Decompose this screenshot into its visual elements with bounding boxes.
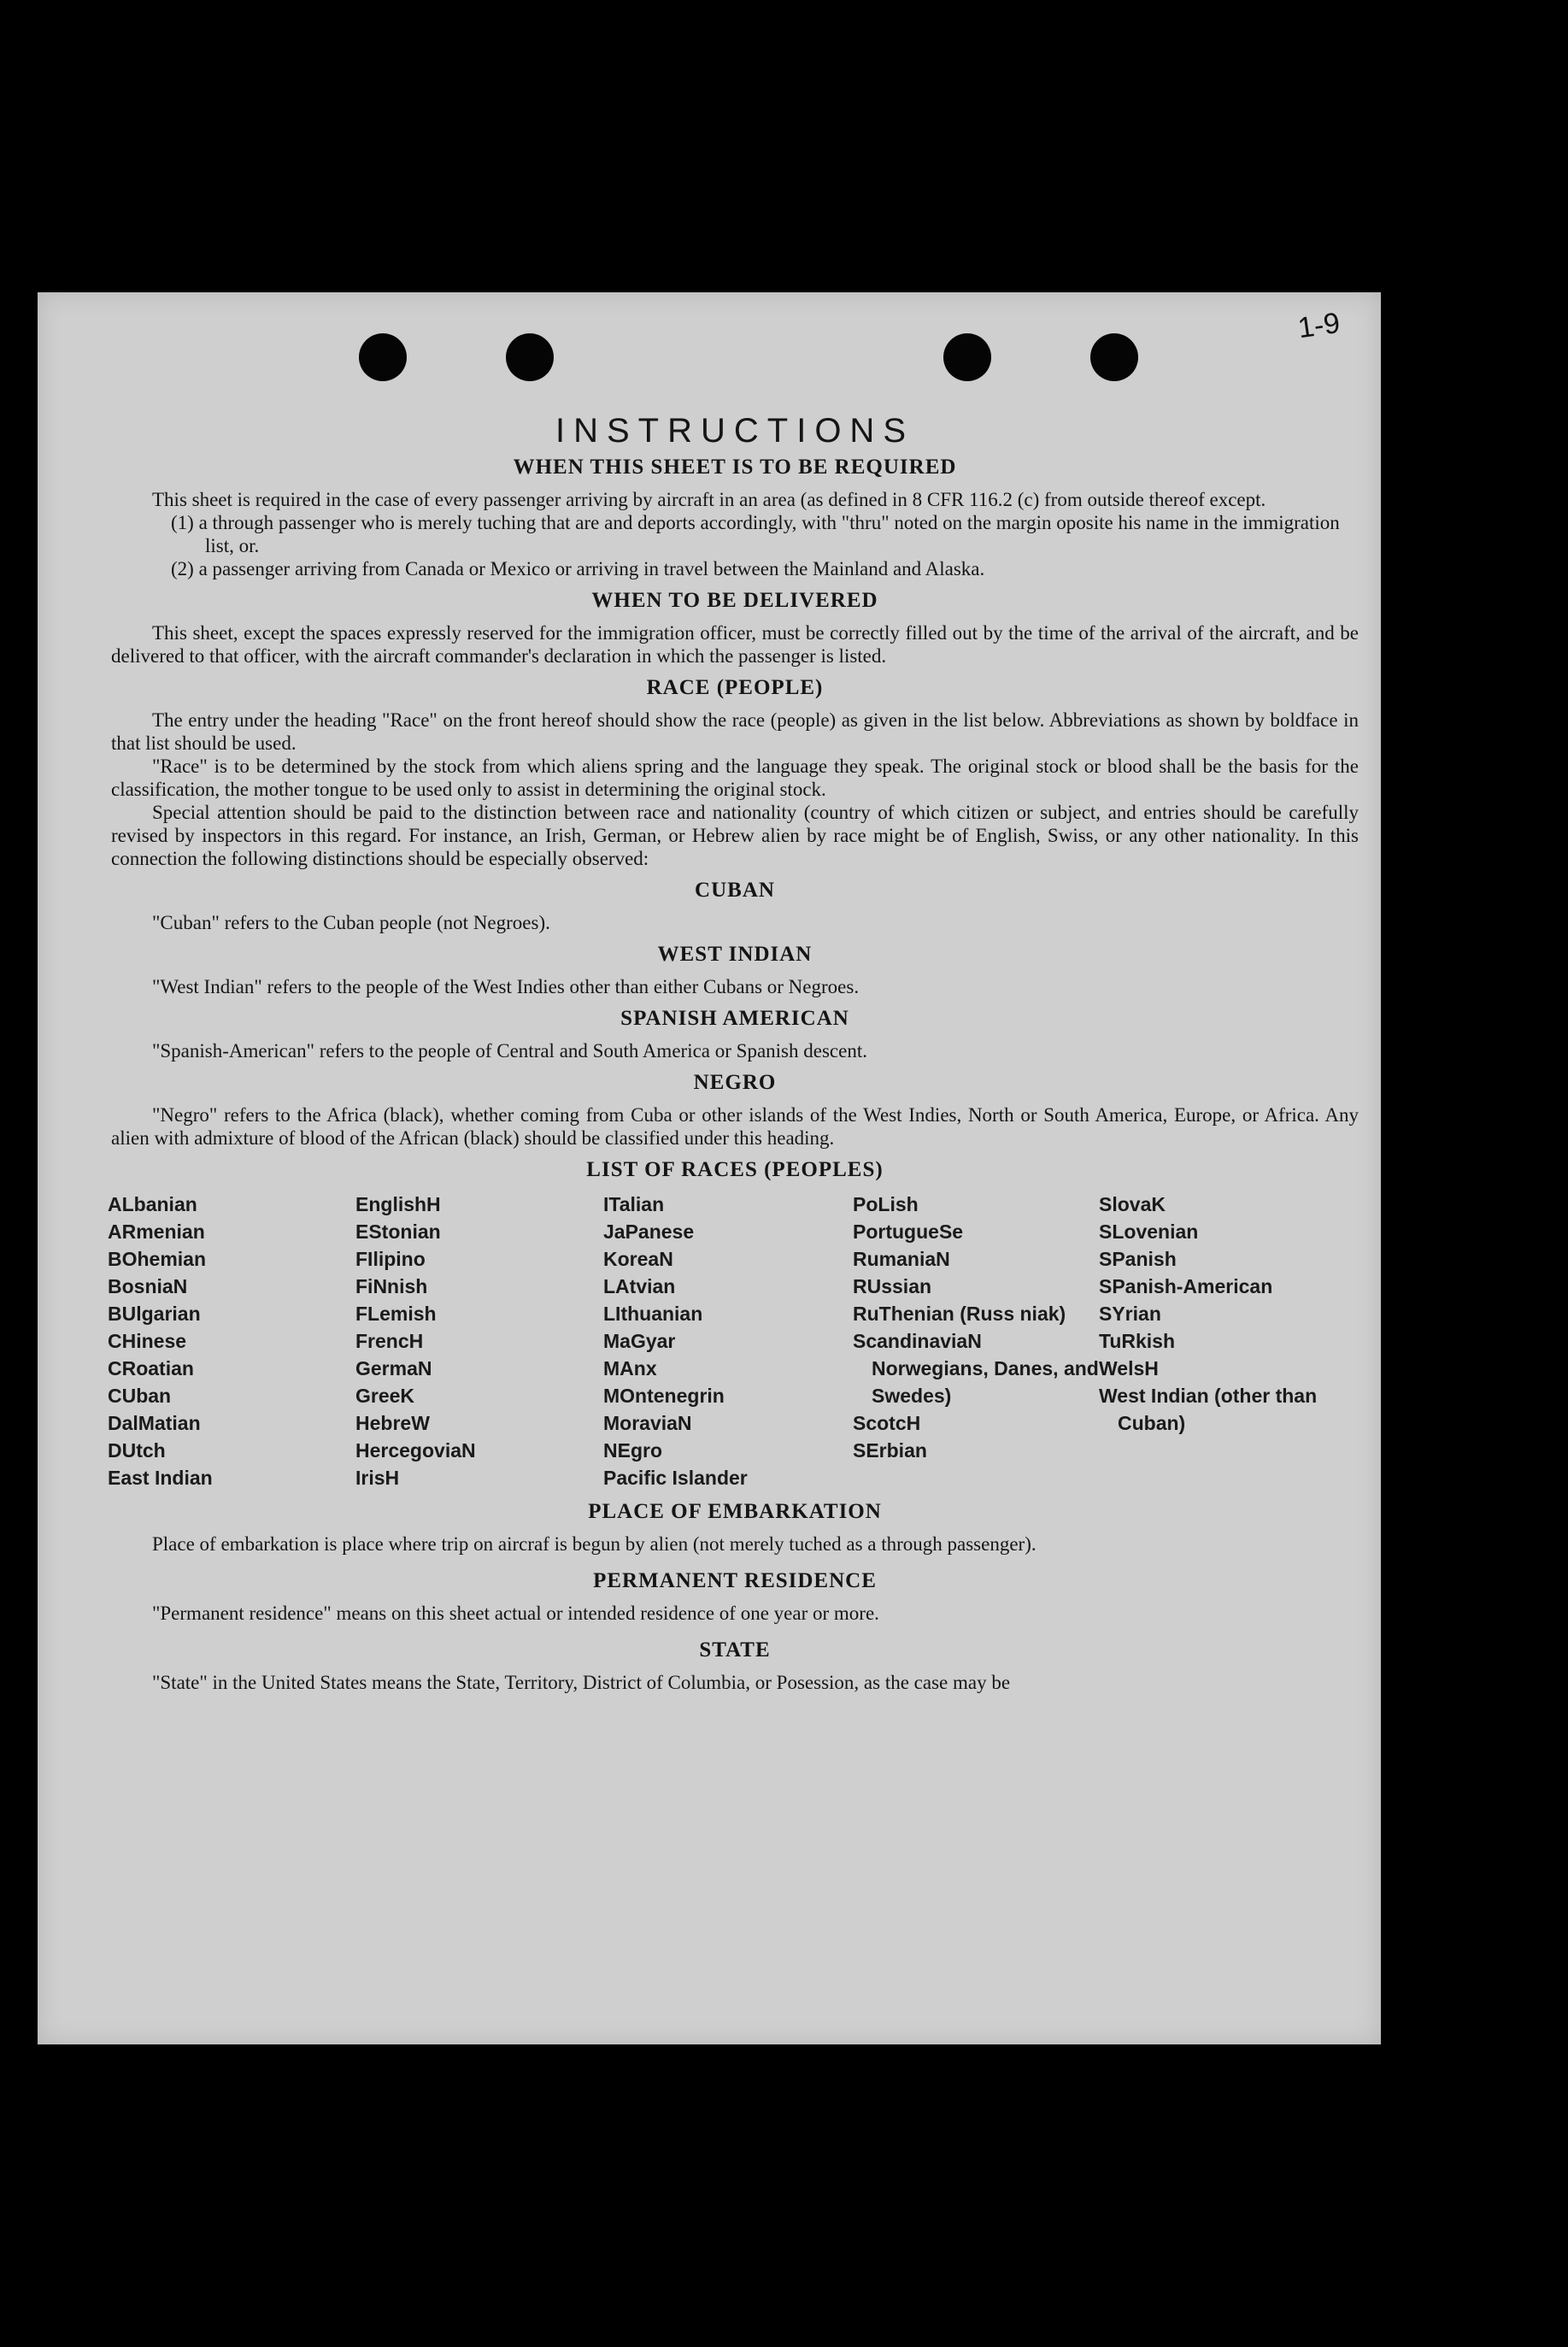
race-entry: SLovenian bbox=[1099, 1221, 1199, 1243]
heading-when-required: WHEN THIS SHEET IS TO BE REQUIRED bbox=[513, 456, 957, 479]
negro-text: "Negro" refers to the Africa (black), whether coming from Cuba or other islands of the West Indies, North or South America, Europe, or Africa. Any alien with admixture of blood of the African (black) should be classified under this heading. bbox=[111, 1104, 1359, 1149]
race-paragraph-1: The entry under the heading "Race" on the front hereof should show the race (people) as given in the list below. Abbreviations as shown by boldface in that list should be used. bbox=[111, 709, 1359, 754]
heading-place-of-embarkation: PLACE OF EMBARKATION bbox=[588, 1500, 882, 1523]
races-list bbox=[108, 1191, 1359, 1491]
sheet-content bbox=[108, 412, 1359, 1694]
race-entry: MOntenegrin bbox=[603, 1385, 725, 1407]
place-of-embarkation-text: Place of embarkation is place where trip on aircraf is begun by alien (not merely tuched as a through passenger). bbox=[152, 1533, 1037, 1555]
race-entry: EStonian bbox=[355, 1221, 441, 1243]
corner-note: 1-9 bbox=[1295, 306, 1342, 345]
race-entry: SlovaK bbox=[1099, 1193, 1166, 1215]
punch-hole bbox=[943, 333, 991, 381]
race-entry: RumaniaN bbox=[853, 1248, 950, 1270]
race-entry: MAnx bbox=[603, 1357, 657, 1379]
race-entry: ITalian bbox=[603, 1193, 665, 1215]
race-entry: BOhemian bbox=[108, 1248, 207, 1270]
race-entry: FiNnish bbox=[355, 1275, 428, 1297]
race-entry: NEgro bbox=[603, 1439, 662, 1462]
race-entry: LAtvian bbox=[603, 1275, 676, 1297]
page-title: INSTRUCTIONS bbox=[555, 412, 914, 450]
punch-hole bbox=[506, 333, 554, 381]
race-entry: SYrian bbox=[1099, 1303, 1161, 1325]
heading-west-indian: WEST INDIAN bbox=[657, 943, 813, 966]
heading-negro: NEGRO bbox=[693, 1071, 777, 1094]
races-column-4 bbox=[853, 1191, 1099, 1491]
race-entry: HebreW bbox=[355, 1412, 430, 1434]
race-entry: West Indian (other than Cuban) bbox=[1099, 1385, 1318, 1434]
race-entry: GermaN bbox=[355, 1357, 432, 1379]
heading-spanish-american: SPANISH AMERICAN bbox=[620, 1007, 849, 1030]
races-column-5 bbox=[1099, 1191, 1355, 1491]
race-entry: RuThenian (Russ niak) bbox=[853, 1303, 1066, 1325]
race-entry: KoreaN bbox=[603, 1248, 673, 1270]
heading-race: RACE (PEOPLE) bbox=[646, 676, 824, 699]
race-entry: FrencH bbox=[355, 1330, 424, 1352]
races-column-2 bbox=[355, 1191, 603, 1491]
race-entry: GreeK bbox=[355, 1385, 415, 1407]
state-text: "State" in the United States means the State, Territory, District of Columbia, or Posession, as the case may be bbox=[152, 1672, 1011, 1693]
when-delivered-text: This sheet, except the spaces expressly reserved for the immigration officer, must be correctly filled out by the time of the arrival of the aircraft, and be delivered to that officer, with the aircraft commander's declaration in which the passenger is listed. bbox=[111, 622, 1359, 667]
race-paragraph-2: "Race" is to be determined by the stock from which aliens spring and the language they speak. The original stock or blood shall be the basis for the classification, the mother tongue to be used only to assist in determining the original stock. bbox=[111, 756, 1359, 800]
race-entry: PoLish bbox=[853, 1193, 919, 1215]
race-entry: MaGyar bbox=[603, 1330, 676, 1352]
race-entry: EnglishH bbox=[355, 1193, 441, 1215]
when-required-item-1: (1) a through passenger who is merely tuching that are and deports accordingly, with "thru" noted on the margin oposite his name in the immigration list, or. bbox=[171, 512, 1340, 556]
race-entry: East Indian bbox=[108, 1467, 213, 1489]
race-entry: LIthuanian bbox=[603, 1303, 703, 1325]
race-entry: CUban bbox=[108, 1385, 172, 1407]
heading-permanent-residence: PERMANENT RESIDENCE bbox=[593, 1569, 877, 1592]
races-column-3 bbox=[603, 1191, 853, 1491]
race-entry: SErbian bbox=[853, 1439, 927, 1462]
race-entry: SPanish-American bbox=[1099, 1275, 1273, 1297]
spanish-american-text: "Spanish-American" refers to the people of Central and South America or Spanish descent. bbox=[152, 1040, 867, 1062]
instruction-sheet bbox=[38, 292, 1381, 2044]
when-required-item-2: (2) a passenger arriving from Canada or Mexico or arriving in travel between the Mainland and Alaska. bbox=[171, 558, 985, 579]
race-entry: Pacific Islander bbox=[603, 1467, 748, 1489]
west-indian-text: "West Indian" refers to the people of the West Indies other than either Cubans or Negroes. bbox=[152, 976, 860, 997]
race-entry: ScotcH bbox=[853, 1412, 921, 1434]
race-entry: ScandinaviaN Norwegians, Danes, and Swedes) bbox=[853, 1330, 1099, 1407]
race-entry: MoraviaN bbox=[603, 1412, 692, 1434]
race-entry: RUssian bbox=[853, 1275, 932, 1297]
race-entry: CHinese bbox=[108, 1330, 187, 1352]
heading-cuban: CUBAN bbox=[695, 879, 775, 902]
punch-hole bbox=[359, 333, 407, 381]
race-entry: IrisH bbox=[355, 1467, 400, 1489]
race-entry: JaPanese bbox=[603, 1221, 695, 1243]
race-entry: ALbanian bbox=[108, 1193, 197, 1215]
race-entry: BosniaN bbox=[108, 1275, 188, 1297]
punch-hole bbox=[1090, 333, 1138, 381]
race-entry: DUtch bbox=[108, 1439, 166, 1462]
race-entry: FLemish bbox=[355, 1303, 437, 1325]
heading-list-of-races: LIST OF RACES (PEOPLES) bbox=[586, 1158, 884, 1181]
race-entry: FIlipino bbox=[355, 1248, 426, 1270]
race-entry: BUlgarian bbox=[108, 1303, 201, 1325]
cuban-text: "Cuban" refers to the Cuban people (not Negroes). bbox=[152, 912, 550, 933]
heading-when-delivered: WHEN TO BE DELIVERED bbox=[591, 589, 878, 612]
race-paragraph-3: Special attention should be paid to the distinction between race and nationality (country of which citizen or subject, and entries should be carefully revised by inspectors in this regard. For instance, an Irish, German, or Hebrew alien by race might be of English, Swiss, or any other nationality. In this connection the following distinctions should be especially observed: bbox=[111, 802, 1359, 869]
race-entry: TuRkish bbox=[1099, 1330, 1176, 1352]
race-entry: CRoatian bbox=[108, 1357, 194, 1379]
race-entry: HercegoviaN bbox=[355, 1439, 476, 1462]
race-entry: PortugueSe bbox=[853, 1221, 964, 1243]
when-required-intro: This sheet is required in the case of every passenger arriving by aircraft in an area (as defined in 8 CFR 116.2 (c) from outside thereof except. bbox=[152, 489, 1266, 510]
race-entry: SPanish bbox=[1099, 1248, 1177, 1270]
race-entry: ARmenian bbox=[108, 1221, 205, 1243]
permanent-residence-text: "Permanent residence" means on this sheet actual or intended residence of one year or more. bbox=[152, 1603, 879, 1624]
race-entry: WelsH bbox=[1099, 1357, 1159, 1379]
race-entry: DalMatian bbox=[108, 1412, 201, 1434]
races-column-1 bbox=[108, 1191, 355, 1491]
heading-state: STATE bbox=[699, 1638, 771, 1662]
